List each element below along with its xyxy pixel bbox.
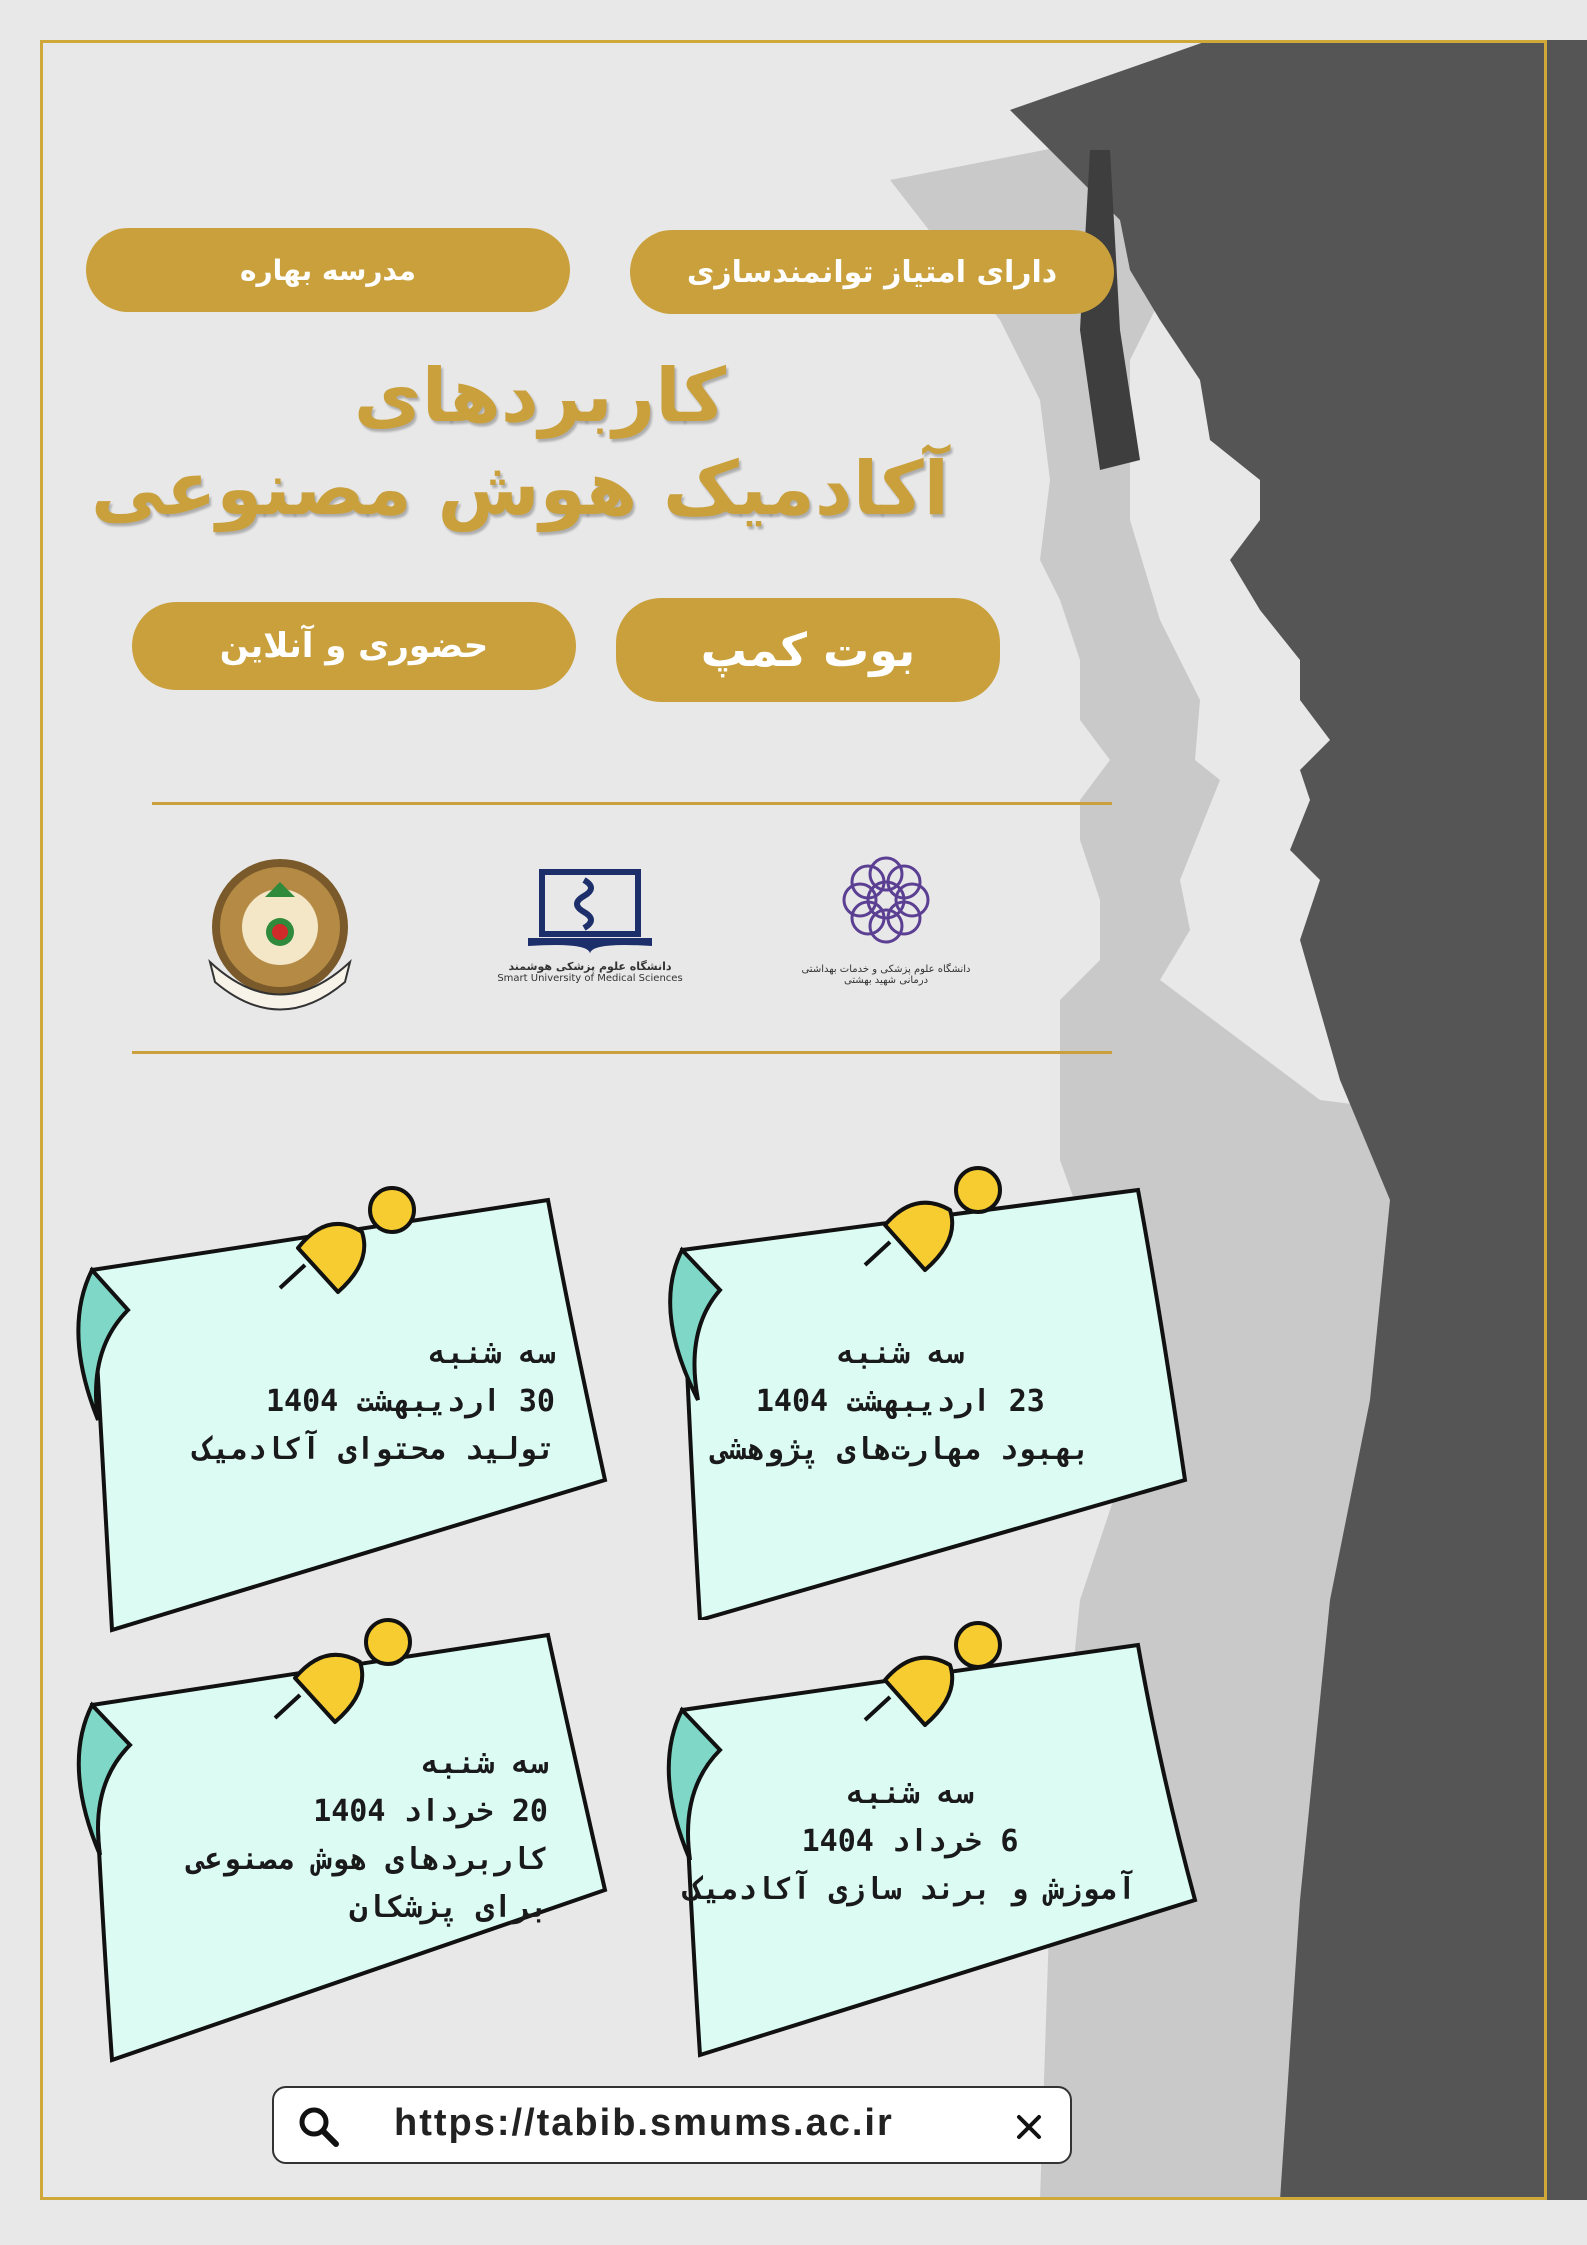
session-note-1-text [711, 1330, 1090, 1474]
session-topic-line-1: کاربردهای هوش مصنوعی [186, 1842, 548, 1877]
divider-top [152, 802, 1112, 805]
session-note-1 [660, 1150, 1200, 1620]
beheshti-university-logo [796, 840, 976, 986]
session-note-4 [70, 1590, 610, 2070]
smart-university-name-en: Smart University of Medical Sciences [497, 973, 683, 984]
session-day: سه شنبه [428, 1336, 555, 1371]
session-topic-line-2: برای پزشکان [349, 1890, 548, 1925]
divider-bottom [132, 1051, 1112, 1054]
school-badge-label: مدرسه بهاره [239, 253, 417, 287]
smart-university-logo [480, 866, 700, 984]
school-badge [86, 228, 570, 312]
session-note-4-text [187, 1740, 548, 1932]
beheshti-flower-icon [826, 840, 946, 960]
search-icon[interactable] [296, 2104, 340, 2148]
smart-university-name-fa: دانشگاه علوم پزشکی هوشمند [508, 960, 672, 973]
session-day: سه شنبه [421, 1746, 548, 1781]
session-date: 6 خرداد 1404 [801, 1824, 1019, 1859]
type-badge [616, 598, 1000, 702]
type-badge-label: بوت کمپ [700, 623, 916, 677]
beheshti-caption: دانشگاه علوم پزشکی و خدمات بهداشتی درمانی شهید بهشتی [801, 964, 971, 986]
session-date: 23 اردیبهشت 1404 [755, 1384, 1045, 1419]
session-note-3 [660, 1600, 1200, 2080]
session-note-2-text [194, 1330, 555, 1474]
session-topic: آموزش و برند سازی آکادمیک [684, 1872, 1136, 1907]
url-text[interactable]: https://tabib.smums.ac.ir [394, 2102, 894, 2144]
army-emblem-icon [195, 852, 365, 1022]
format-badge-label: حضوری و آنلاین [219, 626, 489, 666]
close-icon[interactable] [1014, 2112, 1044, 2142]
session-day: سه شنبه [837, 1336, 964, 1371]
session-note-2 [70, 1160, 610, 1640]
url-search-bar[interactable] [272, 2086, 1072, 2164]
credit-badge-label: دارای امتیاز توانمندسازی [686, 254, 1058, 290]
session-note-3-text [670, 1770, 1150, 1914]
format-badge [132, 602, 576, 690]
title-line-1: کاربردهای [353, 353, 727, 439]
session-date: 30 اردیبهشت 1404 [266, 1384, 555, 1419]
laptop-book-icon [520, 866, 660, 956]
session-day: سه شنبه [846, 1776, 974, 1811]
session-topic: تولید محتوای آکادمیک [193, 1432, 555, 1467]
credit-badge [630, 230, 1114, 314]
title-line-2: آکادمیک هوش مصنوعی [90, 445, 950, 532]
page-title [90, 350, 950, 535]
army-university-logo [190, 852, 370, 1026]
session-topic: بهبود مهارت‌های پژوهشی [710, 1432, 1090, 1467]
session-date: 20 خرداد 1404 [313, 1794, 548, 1829]
